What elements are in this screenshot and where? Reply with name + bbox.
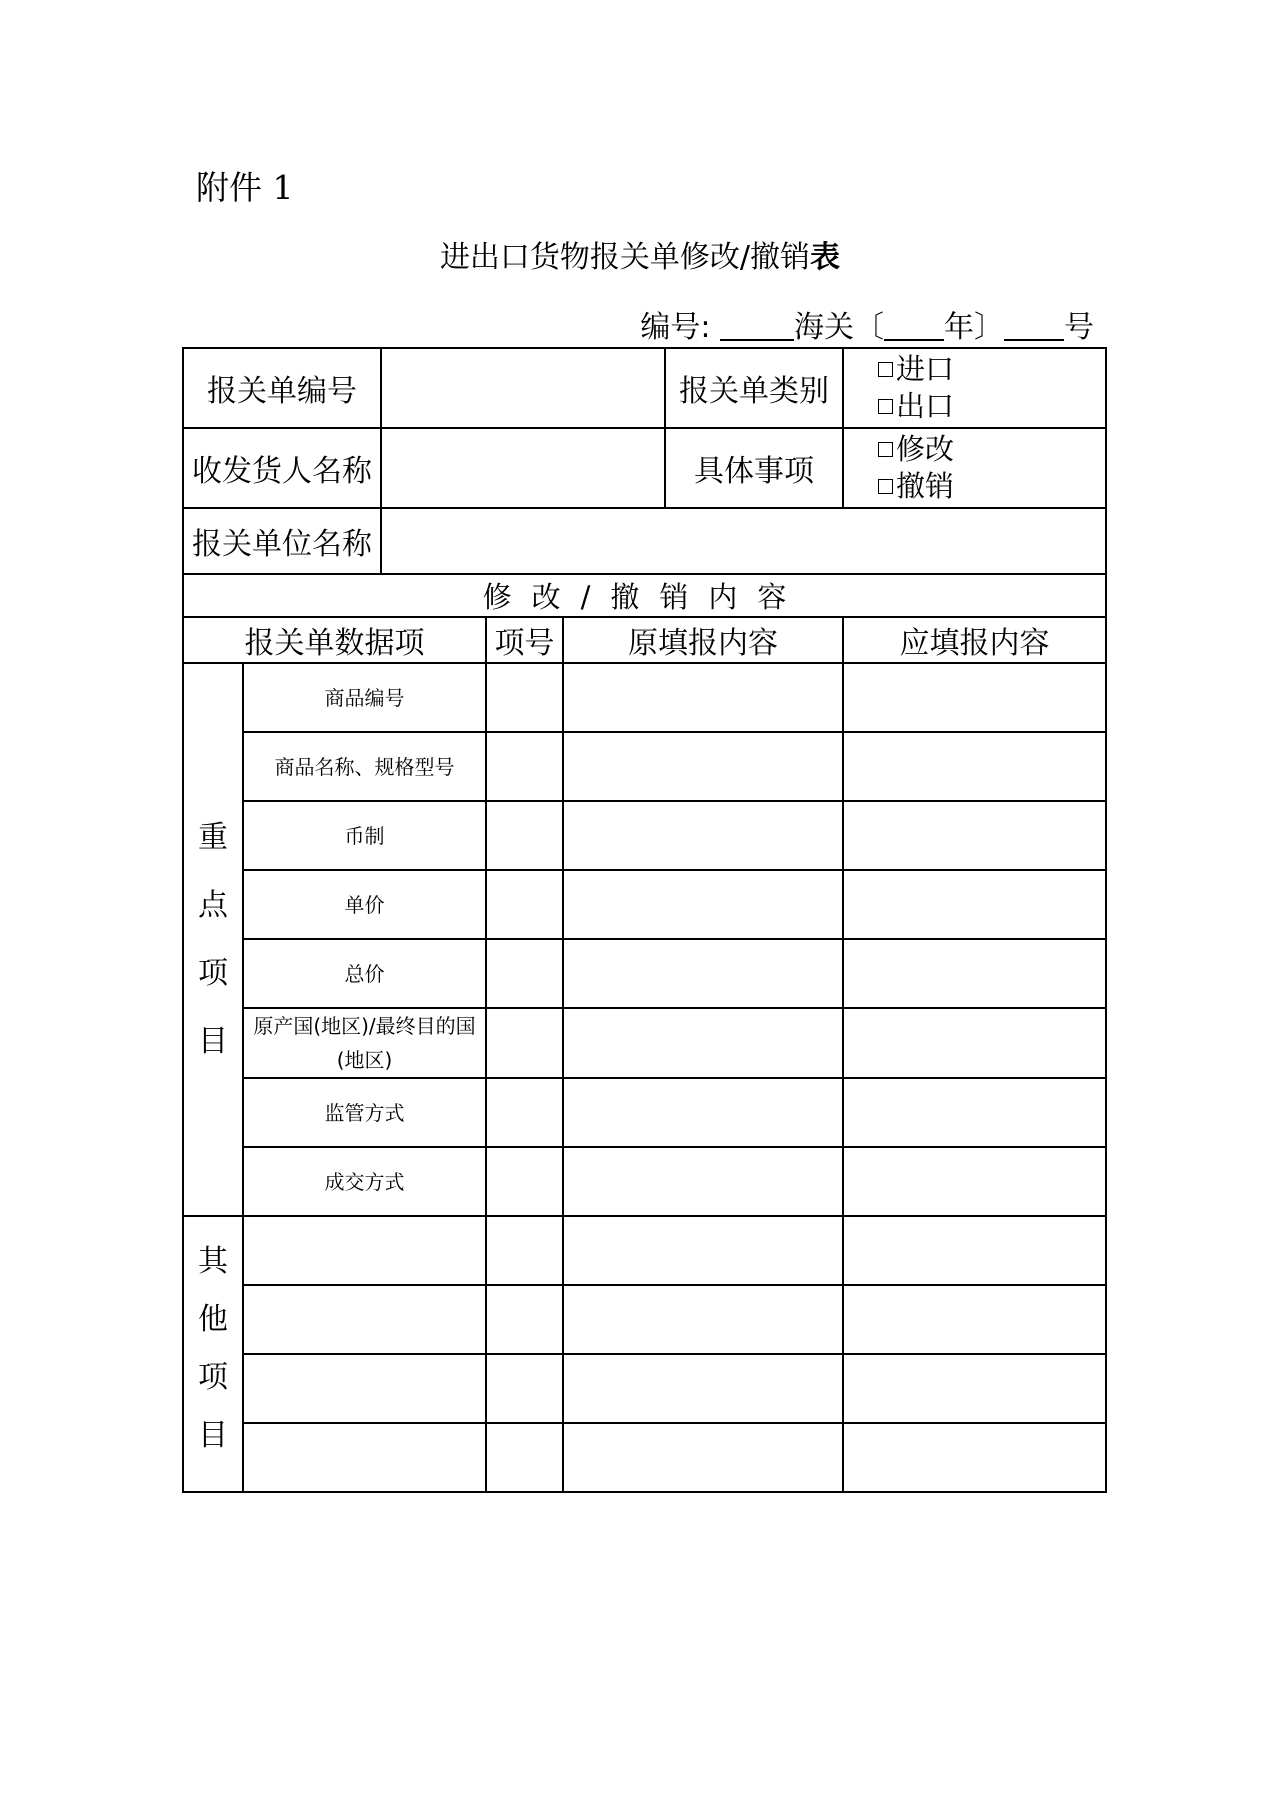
original-content-cell[interactable] [563,1147,843,1216]
correct-content-cell[interactable] [843,1285,1106,1354]
title-text: 进出口货物报关单修改/撤销 [439,240,811,275]
data-item-cell[interactable] [243,1216,486,1285]
data-item-cell[interactable] [243,1423,486,1492]
option-modify-label: 修改 [896,432,955,466]
table-row [183,870,1106,939]
table-row [183,1078,1106,1147]
item-label: 总价 [243,939,486,1008]
item-label: 成交方式 [243,1147,486,1216]
data-item-cell[interactable] [243,1285,486,1354]
table-row [183,732,1106,801]
serial-customs-text: 海关〔 [794,310,884,345]
specific-matter-label: 具体事项 [665,428,843,508]
table-row [183,1216,1106,1285]
declaration-category-options [843,348,1106,428]
agent-row [183,508,1106,574]
serial-number-blank[interactable] [1004,313,1064,341]
item-number-cell[interactable] [486,870,563,939]
section-title: 修改/撤销内容 [183,574,1106,617]
group-label-char: 他 [198,1302,228,1337]
table-row [183,801,1106,870]
item-label: 监管方式 [243,1078,486,1147]
data-item-cell[interactable] [243,1354,486,1423]
item-number-cell[interactable] [486,1423,563,1492]
option-cancel-label: 撤销 [896,469,955,503]
group-label-char: 目 [198,1418,228,1453]
item-number-cell[interactable] [486,939,563,1008]
correct-content-cell[interactable] [843,1216,1106,1285]
option-cancel[interactable] [878,468,1105,505]
column-header-correct: 应填报内容 [843,617,1106,663]
item-number-cell[interactable] [486,1147,563,1216]
original-content-cell[interactable] [563,801,843,870]
group-label-char: 项 [198,1360,228,1395]
table-row [183,939,1106,1008]
item-number-cell[interactable] [486,1216,563,1285]
correct-content-cell[interactable] [843,1354,1106,1423]
correct-content-cell[interactable] [843,1008,1106,1078]
table-row [183,663,1106,732]
consignee-row [183,428,1106,508]
item-label: 商品编号 [243,663,486,732]
item-label: 原产国(地区)/最终目的国(地区) [243,1008,486,1078]
item-number-cell[interactable] [486,1285,563,1354]
original-content-cell[interactable] [563,1008,843,1078]
original-content-cell[interactable] [563,939,843,1008]
original-content-cell[interactable] [563,732,843,801]
checkbox-icon[interactable] [878,362,893,377]
original-content-cell[interactable] [563,1078,843,1147]
serial-label: 编号: [640,310,711,345]
item-number-cell[interactable] [486,1008,563,1078]
other-items-group-label [183,1216,243,1492]
item-number-cell[interactable] [486,1078,563,1147]
correct-content-cell[interactable] [843,1423,1106,1492]
checkbox-icon[interactable] [878,399,893,414]
option-export-label: 出口 [896,389,955,423]
correct-content-cell[interactable] [843,870,1106,939]
consignee-label: 收发货人名称 [183,428,381,508]
original-content-cell[interactable] [563,1423,843,1492]
option-export[interactable] [878,388,1105,425]
checkbox-icon[interactable] [878,442,893,457]
original-content-cell[interactable] [563,870,843,939]
option-import[interactable] [878,351,1105,388]
declaration-category-label: 报关单类别 [665,348,843,428]
form-title [0,232,1280,276]
serial-year-text: 年〕 [944,310,1004,345]
correct-content-cell[interactable] [843,663,1106,732]
table-row [183,1285,1106,1354]
group-label-char: 其 [198,1244,228,1279]
key-items-group-label [183,663,243,1216]
column-header-original: 原填报内容 [563,617,843,663]
item-label: 币制 [243,801,486,870]
column-header-row [183,617,1106,663]
item-number-cell[interactable] [486,801,563,870]
declaration-number-field[interactable] [381,348,665,428]
agent-field[interactable] [381,508,1106,574]
group-label-char: 重 [198,819,228,855]
correct-content-cell[interactable] [843,1147,1106,1216]
title-bold-text: 表 [810,240,841,275]
table-row [183,1147,1106,1216]
item-number-cell[interactable] [486,732,563,801]
item-label: 商品名称、规格型号 [243,732,486,801]
option-import-label: 进口 [896,352,955,386]
serial-number-line [640,302,1094,346]
table-row [183,1008,1106,1078]
attachment-label: 附件 1 [196,168,294,207]
group-label-char: 项 [198,955,228,991]
original-content-cell[interactable] [563,1354,843,1423]
item-number-cell[interactable] [486,1354,563,1423]
declaration-form-table [182,347,1107,1493]
table-row [183,1354,1106,1423]
correct-content-cell[interactable] [843,939,1106,1008]
original-content-cell[interactable] [563,1285,843,1354]
serial-number-suffix: 号 [1064,310,1094,345]
table-row [183,1423,1106,1492]
correct-content-cell[interactable] [843,801,1106,870]
correct-content-cell[interactable] [843,1078,1106,1147]
section-title-row [183,574,1106,617]
declaration-number-row [183,348,1106,428]
option-modify[interactable] [878,431,1105,468]
declaration-number-label: 报关单编号 [183,348,381,428]
checkbox-icon[interactable] [878,479,893,494]
group-label-char: 目 [198,1023,228,1059]
agent-label: 报关单位名称 [183,508,381,574]
consignee-field[interactable] [381,428,665,508]
item-number-cell[interactable] [486,663,563,732]
serial-year-blank[interactable] [884,313,944,341]
correct-content-cell[interactable] [843,732,1106,801]
original-content-cell[interactable] [563,663,843,732]
column-header-item-no: 项号 [486,617,563,663]
column-header-data-item: 报关单数据项 [183,617,486,663]
group-label-char: 点 [198,887,228,923]
serial-customs-blank[interactable] [720,313,794,341]
specific-matter-options [843,428,1106,508]
item-label: 单价 [243,870,486,939]
original-content-cell[interactable] [563,1216,843,1285]
